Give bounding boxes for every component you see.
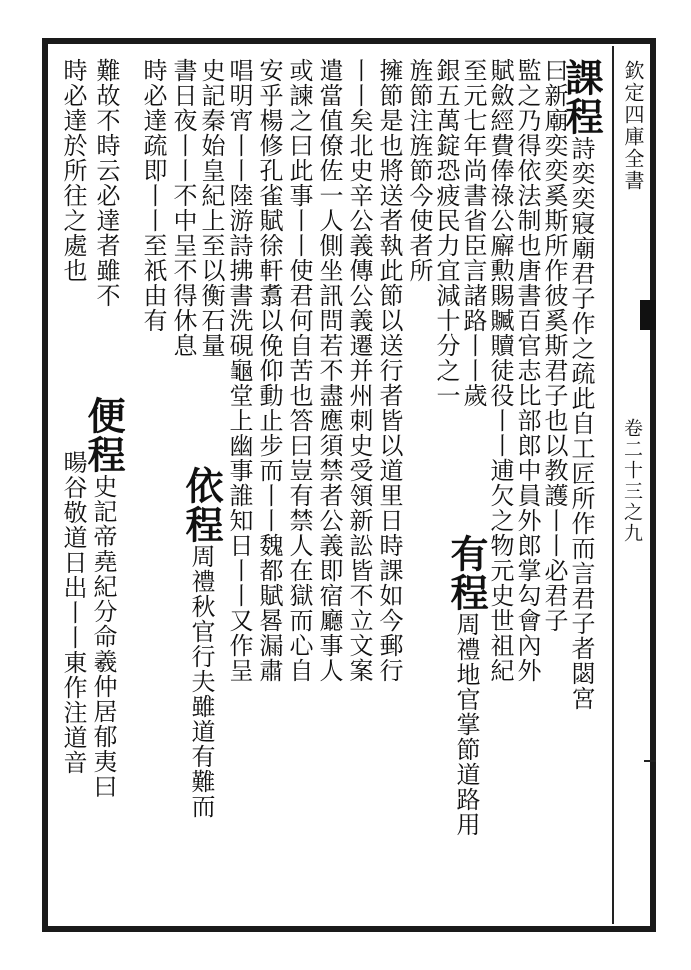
entry-heading: 有程 [444,534,489,612]
entry-heading: 便程 [81,396,126,474]
column-text: 暘谷敬道日出丨丨東作注道音 [59,450,87,775]
column-text: 銀五萬錠恐疲民力宜減十分之一 [432,58,460,408]
text-column [255,58,288,918]
text-column [540,58,573,918]
text-column [59,450,92,916]
text-column [315,58,348,918]
column-text: 賦斂經費俸祿公廨勲賜贓贖徒役丨丨逋欠之物元史世祖紀 [486,58,514,683]
column-text: 史記秦始皇紀上至以衡石量 [197,58,225,358]
text-column [486,58,519,918]
column-text: 史記帝堯紀分命羲仲居郁夷曰 [89,474,117,799]
text-column [513,58,546,918]
volume-label: 卷二十三之九 [621,418,643,544]
column-text: 至元七年尚書省臣言諸路丨丨歲 [459,58,487,408]
text-column [225,58,258,918]
text-column [375,58,408,918]
entry-heading: 依程 [179,466,224,544]
text-column [285,58,318,918]
text-column [444,534,489,914]
text-column [559,58,604,918]
column-text: 書日夜丨丨不中呈不得休息 [169,58,197,358]
text-column [405,58,438,918]
column-text: 曰新廟奕奕奚斯所作彼奚斯君子也以教護丨丨必君子 [540,58,568,633]
column-text: 詩奕奕寢廟君子作之疏此自工匠所作而言君子者閟宮 [567,136,595,711]
column-text: 唱明宵丨丨陸游詩拂書洗硯龜堂上幽事誰知日丨丨又作呈 [225,58,253,683]
text-column [179,466,224,916]
column-text: 或諫之曰此事丨丨使君何自苦也答曰豈有禁人在獄而心自 [285,58,313,683]
column-text: 周禮秋官行夫雖道有難而 [187,544,215,819]
column-text: 時必達於所往之處也 [59,58,87,283]
header-rule [644,760,656,762]
column-text: 安乎楊修孔雀賦徐軒翥以俛仰動止步而丨丨魏都賦晷漏肅 [255,58,283,683]
column-text: 監之乃得依法制也唐書百官志比部郎中員外郎掌勾會內外 [513,58,541,683]
column-text: 周禮地官掌節道路用 [452,612,480,837]
column-text: 丨丨矣北史辛公義傳公義遷并州刺史受領新訟皆不立文案 [345,58,373,683]
column-text: 難故不時云必達者雖不 [92,58,120,308]
column-text: 時必達疏即丨丨至祇由有 [139,58,167,333]
book-title: 欽定四庫全書 [621,60,645,192]
column-text: 擁節是也將送者執此節以送行者皆以道里日時課如今郵行 [375,58,403,683]
text-column [139,58,172,918]
column-text: 旌節注旌節今使者所 [405,58,433,283]
entry-heading: 課程 [559,58,604,136]
fishtail-mark [640,300,656,330]
text-column [345,58,378,918]
column-text: 遣當值僚佐一人側坐訊問若不盡應須禁者公義即宿廳事人 [315,58,343,683]
